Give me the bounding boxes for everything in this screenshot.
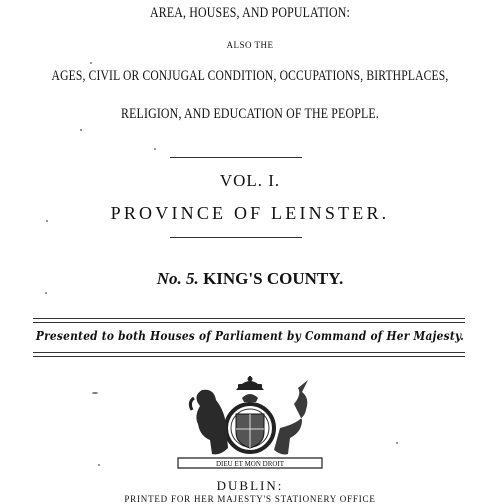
presented-statement: Presented to both Houses of Parliament by Command of Her Majesty. <box>35 329 465 343</box>
paper-speck <box>92 392 98 394</box>
paper-speck <box>98 464 100 466</box>
paper-speck <box>154 148 156 150</box>
county-name: KING'S COUNTY. <box>203 269 344 288</box>
arms-motto: DIEU ET MON DROIT <box>215 460 285 468</box>
province-name: PROVINCE OF LEINSTER. <box>110 203 390 223</box>
paper-speck <box>45 292 47 294</box>
imprint-city: DUBLIN: <box>216 478 284 493</box>
paper-speck <box>80 129 82 131</box>
title-line-also-the: ALSO THE <box>226 40 274 50</box>
double-rule-upper <box>33 318 465 323</box>
divider-rule-top <box>170 157 302 158</box>
volume-label: VOL. I. <box>219 171 281 190</box>
title-line-area-houses-population: AREA, HOUSES, AND POPULATION: <box>150 5 350 21</box>
paper-speck <box>90 62 92 64</box>
paper-speck <box>46 220 48 222</box>
double-rule-lower <box>33 352 465 357</box>
county-heading <box>0 269 500 289</box>
title-line-religion-education: RELIGION, AND EDUCATION OF THE PEOPLE. <box>120 106 380 122</box>
county-number: No. 5. <box>156 269 199 288</box>
paper-speck <box>396 442 398 444</box>
divider-rule-bottom <box>170 237 302 238</box>
title-line-ages-civil-condition: AGES, CIVIL OR CONJUGAL CONDITION, OCCUPATIONS, BIRTHPLACES, <box>51 68 449 84</box>
royal-coat-of-arms-icon <box>170 376 330 476</box>
imprint-printer: PRINTED FOR HER MAJESTY'S STATIONERY OFFICE <box>124 494 376 504</box>
